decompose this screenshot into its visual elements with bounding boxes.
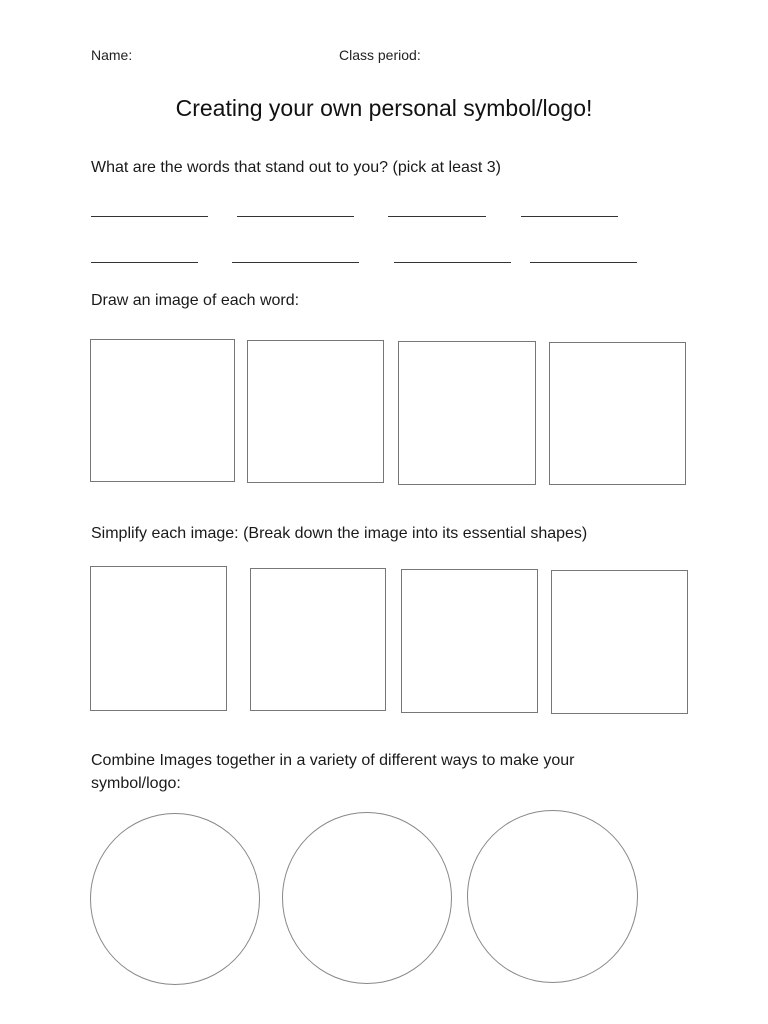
logo-circle-1[interactable] (90, 813, 260, 985)
word-blank-2[interactable] (237, 216, 354, 217)
word-blank-5[interactable] (91, 262, 198, 263)
simplify-box-3[interactable] (401, 569, 538, 713)
draw-box-4[interactable] (549, 342, 686, 485)
page-title: Creating your own personal symbol/logo! (175, 95, 593, 121)
logo-circle-2[interactable] (282, 812, 452, 984)
word-blank-4[interactable] (521, 216, 618, 217)
simplify-box-2[interactable] (250, 568, 386, 711)
word-blank-6[interactable] (232, 262, 359, 263)
draw-box-3[interactable] (398, 341, 536, 485)
simplify-prompt: Simplify each image: (Break down the image into its essential shapes) (91, 525, 588, 542)
word-blank-3[interactable] (388, 216, 486, 217)
simplify-box-1[interactable] (90, 566, 227, 711)
draw-box-2[interactable] (247, 340, 384, 483)
draw-prompt: Draw an image of each word: (91, 292, 300, 309)
simplify-box-4[interactable] (551, 570, 688, 714)
draw-box-1[interactable] (90, 339, 235, 482)
word-blank-7[interactable] (394, 262, 511, 263)
name-label: Name: (91, 47, 133, 63)
word-blank-8[interactable] (530, 262, 637, 263)
words-prompt: What are the words that stand out to you? (pick at least 3) (91, 159, 501, 176)
combine-prompt: Combine Images together in a variety of different ways to make your symbol/logo: (91, 752, 575, 792)
logo-circle-3[interactable] (467, 810, 638, 983)
word-blank-1[interactable] (91, 216, 208, 217)
class-period-label: Class period: (339, 47, 421, 63)
